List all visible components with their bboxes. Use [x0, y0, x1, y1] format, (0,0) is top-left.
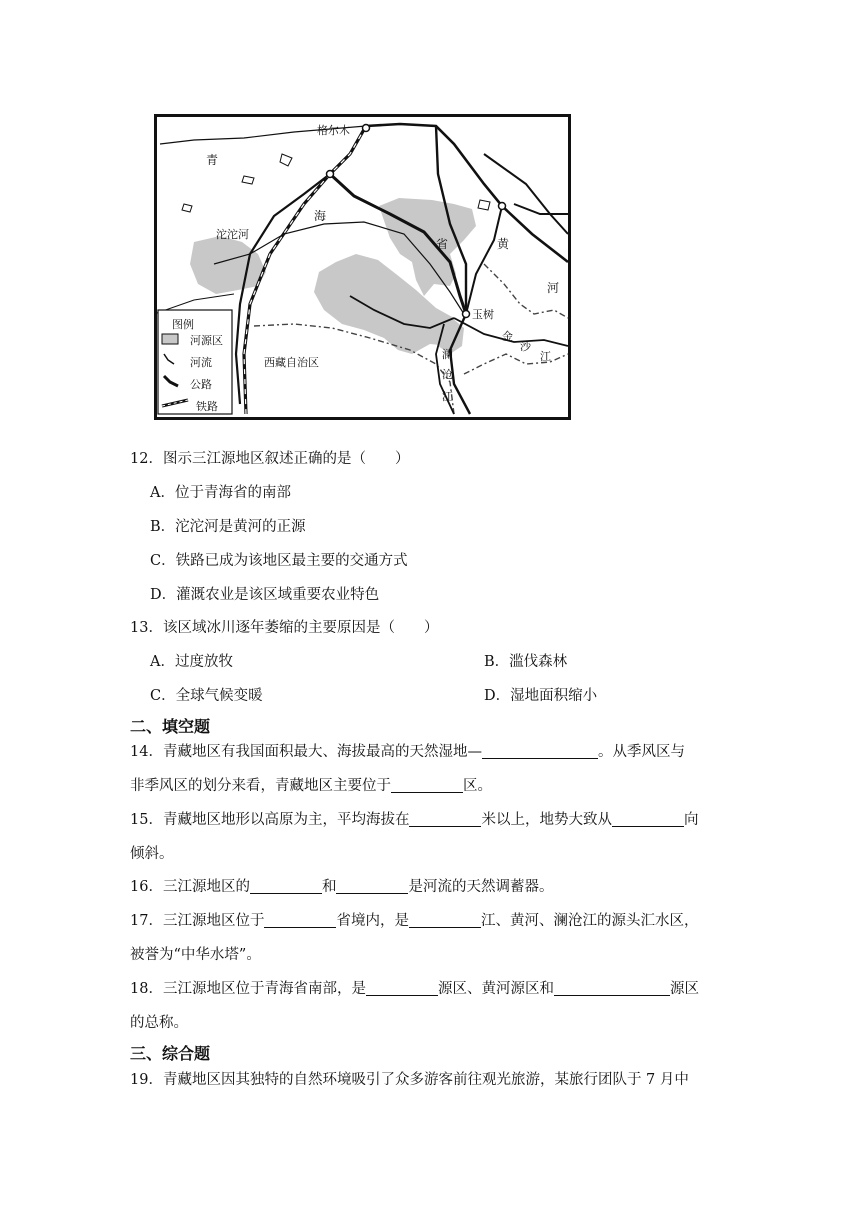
label-he: 河 — [547, 281, 560, 295]
q13-stem: 13．该区域冰川逐年萎缩的主要原因是（ ） — [130, 620, 439, 636]
label-tuotuo: 沱沱河 — [216, 228, 249, 241]
q12-option-c: C．铁路已成为该地区最主要的交通方式 — [150, 553, 408, 569]
q13-option-b: B．滥伐森林 — [484, 654, 568, 670]
q14-blank-2[interactable] — [391, 777, 463, 793]
q15-text-2: 米以上，地势大致从 — [481, 812, 612, 828]
town-golmud — [363, 125, 370, 132]
q14-text-3: 非季风区的划分来看，青藏地区主要位于 — [130, 778, 391, 794]
label-qing: 青 — [206, 153, 219, 167]
legend-rail-label: 铁路 — [196, 400, 218, 413]
q14-text-1: 14．青藏地区有我国面积最大、海拔最高的天然湿地— — [130, 744, 482, 760]
q16-text-1: 16．三江源地区的 — [130, 879, 250, 895]
q13-option-d: D．湿地面积缩小 — [484, 688, 598, 704]
label-jiang: 江 — [540, 350, 551, 363]
q17-line1 — [130, 911, 698, 931]
q18-blank-2[interactable] — [554, 980, 670, 996]
label-jiang2: 江 — [442, 390, 453, 403]
q15-blank-1[interactable] — [409, 811, 481, 827]
q18-text-1: 18．三江源地区位于青海省南部，是 — [130, 981, 366, 997]
q17-text-1: 17．三江源地区位于 — [130, 913, 265, 929]
label-hai: 海 — [314, 209, 327, 223]
q14-blank-1[interactable] — [482, 743, 598, 759]
town-3 — [499, 203, 506, 210]
legend-river-label: 河流 — [190, 356, 212, 369]
q15-line2: 倾斜。 — [130, 846, 174, 862]
q18-line1 — [130, 979, 699, 999]
q17-text-3: 江、黄河、澜沧江的源头汇水区， — [480, 913, 699, 929]
label-golmud: 格尔木 — [317, 124, 350, 137]
q16-blank-2[interactable] — [336, 878, 408, 894]
label-lan: 澜 — [442, 348, 453, 361]
label-yushu: 玉树 — [472, 308, 494, 321]
q13-option-c: C．全球气候变暖 — [150, 688, 263, 704]
legend-title: 图例 — [172, 318, 194, 331]
label-tibet: 西藏自治区 — [264, 356, 319, 369]
q14-text-4: 区。 — [463, 778, 492, 794]
q12-option-a: A．位于青海省的南部 — [150, 485, 291, 501]
q15-blank-2[interactable] — [612, 811, 684, 827]
q18-text-2: 源区、黄河源区和 — [437, 981, 554, 997]
q18-text-3: 源区 — [669, 981, 699, 997]
legend-source-swatch — [162, 334, 178, 344]
q15-line1 — [130, 810, 698, 830]
q14-line2 — [130, 776, 492, 796]
label-cang: 沧 — [442, 368, 453, 381]
label-sha: 沙 — [520, 340, 531, 353]
q13-option-a: A．过度放牧 — [150, 654, 233, 670]
q17-blank-2[interactable] — [409, 912, 481, 928]
q14-text-2: 。从季风区与 — [597, 744, 685, 760]
q17-line2: 被誉为“中华水塔”。 — [130, 947, 261, 963]
q16-text-2: 和 — [321, 879, 337, 895]
section-fill-in-heading: 二、填空题 — [130, 717, 211, 736]
label-huang: 黄 — [497, 237, 510, 251]
legend-source-label: 河源区 — [190, 334, 223, 347]
q15-text-3: 向 — [683, 812, 699, 828]
sanjiangyuan-map — [154, 114, 571, 420]
section-comprehensive-heading: 三、综合题 — [130, 1044, 211, 1063]
q16-line — [130, 877, 553, 897]
q12-option-b: B．沱沱河是黄河的正源 — [150, 519, 306, 535]
q17-text-2: 省境内，是 — [336, 913, 409, 929]
q12-stem: 12．图示三江源地区叙述正确的是（ ） — [130, 451, 410, 467]
q18-line2: 的总称。 — [130, 1015, 188, 1031]
q15-text-1: 15．青藏地区地形以高原为主，平均海拔在 — [130, 812, 410, 828]
q16-text-3: 是河流的天然调蓄器。 — [408, 879, 554, 895]
q12-option-d: D．灌溉农业是该区域重要农业特色 — [150, 587, 380, 603]
map-svg — [154, 114, 571, 420]
q16-blank-1[interactable] — [250, 878, 322, 894]
label-jin: 金 — [502, 330, 513, 343]
q17-blank-1[interactable] — [264, 912, 336, 928]
q14-line1 — [130, 742, 685, 762]
town-yushu — [463, 311, 470, 318]
q19-line1: 19．青藏地区因其独特的自然环境吸引了众多游客前往观光旅游，某旅行团队于 7 月中 — [130, 1072, 689, 1088]
town-2 — [327, 171, 334, 178]
label-sheng: 省 — [436, 237, 449, 251]
legend-road-label: 公路 — [190, 378, 212, 391]
q18-blank-1[interactable] — [366, 980, 438, 996]
